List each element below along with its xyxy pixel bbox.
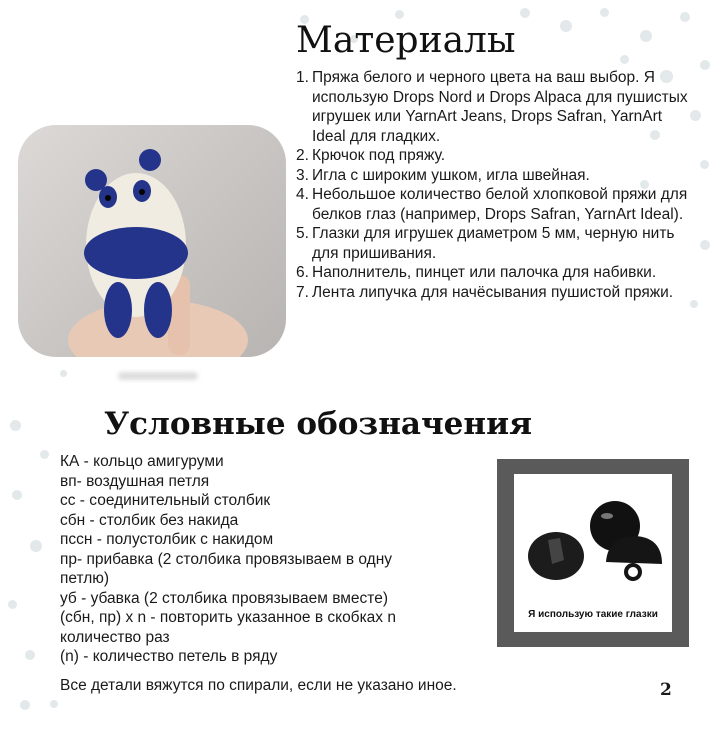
abbreviation: КА - кольцо амигуруми (60, 453, 224, 470)
item-number: 6. (296, 264, 309, 281)
item-text: Глазки для игрушек диаметром 5 мм, черную нить для пришивания. (312, 225, 675, 262)
decorative-dot (25, 650, 35, 660)
materials-list (296, 68, 696, 302)
decorative-dot (700, 160, 709, 169)
decorative-dot (700, 60, 710, 70)
decorative-dot (20, 700, 30, 710)
abbreviation: сбн - столбик без накида (60, 511, 239, 529)
panda-toy-photo (18, 125, 286, 357)
list-item (296, 146, 696, 166)
decorative-dot (8, 600, 17, 609)
list-item (296, 263, 696, 283)
decorative-dot (10, 420, 21, 431)
safety-eyes-image (514, 474, 672, 604)
item-number: 5. (296, 225, 309, 242)
eyes-photo-frame (497, 459, 689, 647)
decorative-dot (640, 30, 652, 42)
abbreviations-list (60, 452, 500, 667)
eyes-photo (514, 474, 672, 632)
decorative-dot (40, 450, 49, 459)
list-item (296, 224, 696, 263)
decorative-dot (12, 490, 22, 500)
item-number: 3. (296, 166, 309, 184)
item-text: Крючок под пряжу. (312, 147, 446, 164)
abbreviation: (сбн, пр) x n - повторить указанное в скобках n количество раз (60, 609, 396, 646)
abbreviation: (n) - количество петель в ряду (60, 648, 278, 665)
decorative-dot (680, 12, 690, 22)
panda-illustration (18, 125, 286, 357)
page-number: 2 (660, 680, 672, 700)
abbreviation: вп- воздушная петля (60, 472, 210, 490)
item-number: 4. (296, 186, 309, 203)
abbreviation: пссн - полустолбик с накидом (60, 531, 274, 548)
abbreviation: сс - соединительный столбик (60, 492, 271, 509)
item-number: 2. (296, 147, 309, 164)
decorative-dot (600, 8, 609, 17)
spiral-note: Все детали вяжутся по спирали, если не указано иное. (60, 677, 457, 694)
item-number: 1. (296, 69, 309, 86)
list-item (296, 68, 696, 146)
photo-watermark (118, 372, 198, 380)
item-text: Игла с широким ушком, игла швейная. (312, 166, 590, 184)
materials-title: Материалы (296, 20, 516, 61)
legend-title: Условные обозначения (104, 406, 532, 442)
abbreviation: пр- прибавка (2 столбика провязываем в одну петлю) (60, 550, 393, 587)
decorative-dot (395, 10, 404, 19)
decorative-dot (60, 370, 67, 377)
item-text: Небольшое количество белой хлопковой пряжи для белков глаз (например, Drops Safran, YarnArt Ideal). (312, 186, 688, 223)
abbreviation: уб - убавка (2 столбика провязываем вместе) (60, 589, 388, 607)
list-item (296, 185, 696, 224)
item-number: 7. (296, 283, 309, 301)
item-text: Наполнитель, пинцет или палочка для набивки. (312, 264, 657, 281)
decorative-dot (620, 55, 629, 64)
decorative-dot (560, 20, 572, 32)
decorative-dot (30, 540, 42, 552)
decorative-dot (700, 240, 710, 250)
item-text: Лента липучка для начёсывания пушистой пряжи. (312, 283, 674, 301)
decorative-dot (520, 8, 530, 18)
list-item (296, 283, 696, 303)
item-text: Пряжа белого и черного цвета на ваш выбор. Я использую Drops Nord и Drops Alpaca для пушистых игрушек или YarnArt Jeans, Drops Safran, YarnArt Ideal для гладких. (312, 69, 688, 145)
list-item (296, 166, 696, 186)
decorative-dot (50, 700, 58, 708)
eyes-caption: Я использую такие глазки (528, 609, 658, 620)
